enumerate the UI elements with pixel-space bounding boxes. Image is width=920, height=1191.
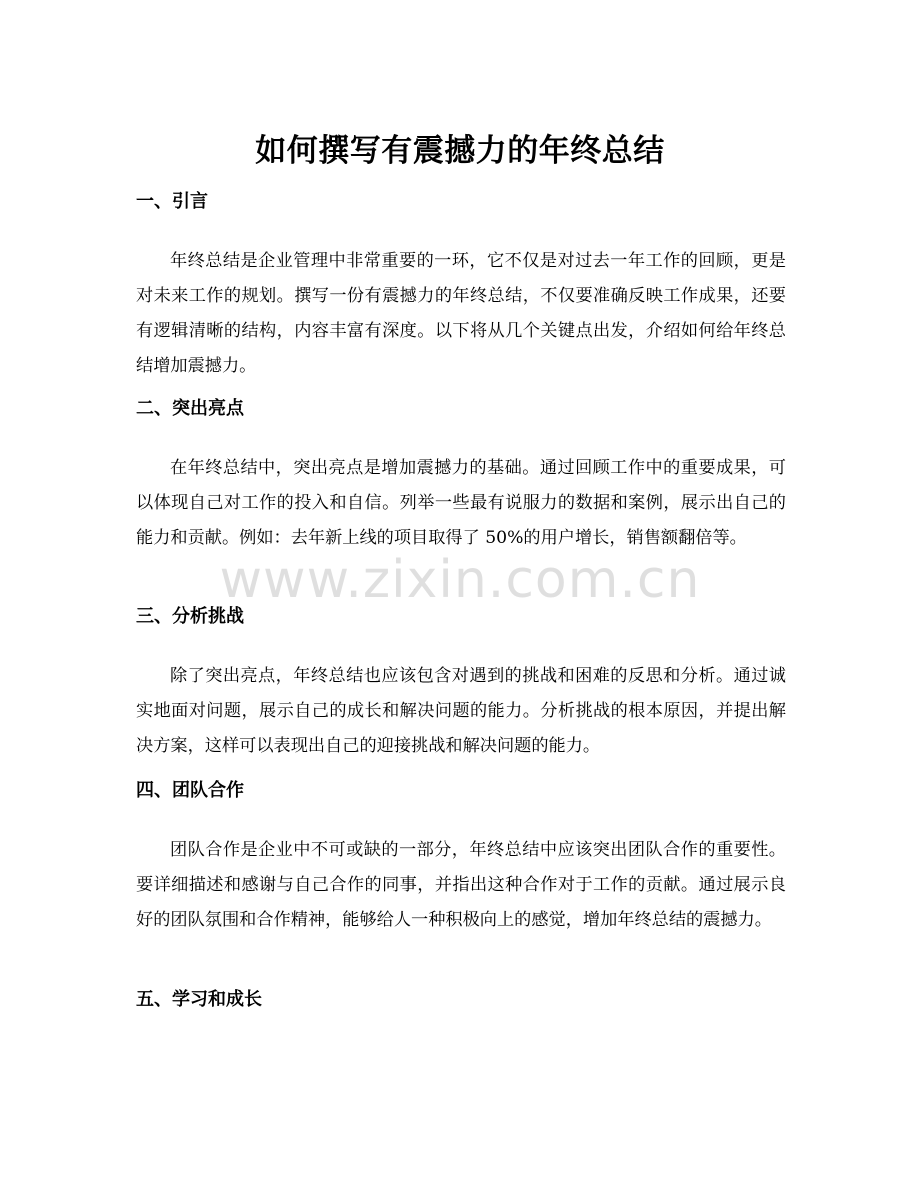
section-teamwork xyxy=(136,778,786,938)
section-learning-growth xyxy=(136,987,786,1013)
section-heading: 一、引言 xyxy=(136,191,208,212)
section-paragraph: 团队合作是企业中不可或缺的一部分，年终总结中应该突出团队合作的重要性。要详细描述和感谢与自己合作的同事，并指出这种合作对于工作的贡献。通过展示良好的团队氛围和合作精神，能够给人一种积极向上的感觉，增加年终总结的震撼力。 xyxy=(136,840,786,930)
section-paragraph: 年终总结是企业管理中非常重要的一环，它不仅是对过去一年工作的回顾，更是对未来工作的规划。撰写一份有震撼力的年终总结，不仅要准确反映工作成果，还要有逻辑清晰的结构，内容丰富有深度。以下将从几个关键点出发，介绍如何给年终总结增加震撼力。 xyxy=(136,251,786,376)
section-heading: 三、分析挑战 xyxy=(136,606,244,627)
page-title: 如何撰写有震撼力的年终总结 xyxy=(255,132,665,169)
section-heading: 四、团队合作 xyxy=(136,780,244,801)
section-paragraph: 在年终总结中，突出亮点是增加震撼力的基础。通过回顾工作中的重要成果，可以体现自己对工作的投入和自信。列举一些最有说服力的数据和案例，展示出自己的能力和贡献。例如：去年新上线的项目取得了 50%的用户增长，销售额翻倍等。 xyxy=(136,458,786,548)
section-highlights xyxy=(136,396,786,556)
section-paragraph: 除了突出亮点，年终总结也应该包含对遇到的挑战和困难的反思和分析。通过诚实地面对问题，展示自己的成长和解决问题的能力。分析挑战的根本原因，并提出解决方案，这样可以表现出自己的迎接挑战和解决问题的能力。 xyxy=(136,666,786,756)
section-heading: 五、学习和成长 xyxy=(136,989,262,1010)
section-challenges xyxy=(136,604,786,764)
section-heading: 二、突出亮点 xyxy=(136,398,244,419)
section-introduction xyxy=(136,189,786,384)
watermark: www.zixin.com.cn xyxy=(219,550,701,610)
